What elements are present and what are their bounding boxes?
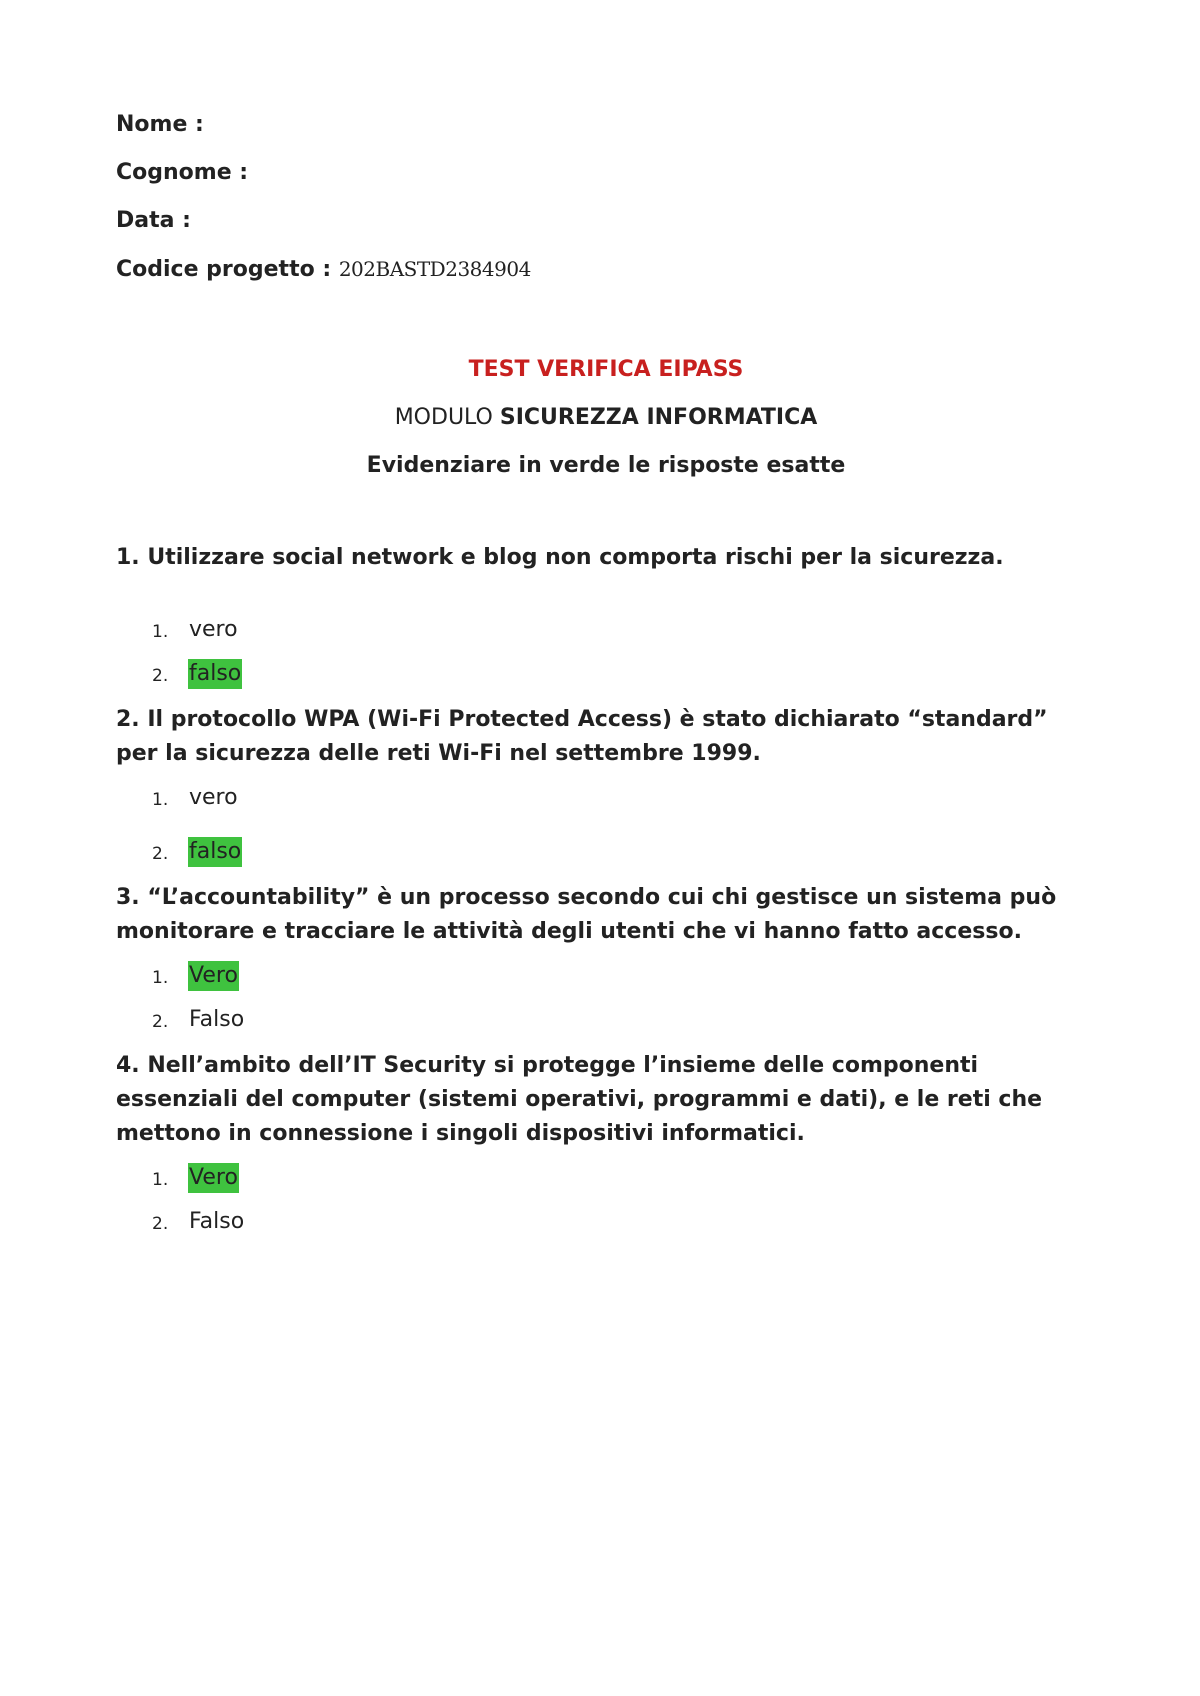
option-label-highlighted: falso xyxy=(188,837,242,867)
module-line xyxy=(116,403,1096,433)
option-label: Falso xyxy=(189,1007,245,1032)
name-label: Nome : xyxy=(116,112,204,137)
test-title: TEST VERIFICA EIPASS xyxy=(468,357,744,382)
option-item[interactable] xyxy=(116,615,1096,645)
option-label-highlighted: Vero xyxy=(188,1163,239,1193)
module-prefix: MODULO xyxy=(394,405,493,430)
document-page xyxy=(116,110,1096,1237)
option-number: 1. xyxy=(152,1170,169,1190)
option-label: vero xyxy=(189,617,238,642)
option-number: 2. xyxy=(152,844,169,864)
option-item[interactable] xyxy=(116,1005,1096,1035)
question-1: 1. Utilizzare social network e blog non comporta rischi per la sicurezza. xyxy=(116,545,1004,570)
surname-field xyxy=(116,158,1096,188)
option-item[interactable] xyxy=(116,783,1096,813)
option-item-correct[interactable] xyxy=(116,961,1096,991)
option-label: Falso xyxy=(189,1209,245,1234)
option-label: vero xyxy=(189,785,238,810)
question-3-options xyxy=(116,961,1096,1035)
option-item[interactable] xyxy=(116,1207,1096,1237)
question-4: 4. Nell’ambito dell’IT Security si protegge l’insieme delle componenti essenziali del computer (sistemi operativi, programmi e dati), e le reti che mettono in connessione i singoli dispositivi informatici. xyxy=(116,1053,1043,1146)
question-2-options xyxy=(116,783,1096,867)
project-code-value: 202BASTD2384904 xyxy=(338,257,531,281)
project-code-field xyxy=(116,254,1096,285)
name-field xyxy=(116,110,1096,140)
option-item-correct[interactable] xyxy=(116,659,1096,689)
option-number: 2. xyxy=(152,666,169,686)
question-1-options xyxy=(116,615,1096,689)
option-number: 2. xyxy=(152,1214,169,1234)
module-name: SICUREZZA INFORMATICA xyxy=(499,405,818,430)
project-code-label: Codice progetto : xyxy=(116,257,332,282)
option-label-highlighted: Vero xyxy=(188,961,239,991)
option-number: 1. xyxy=(152,968,169,988)
option-number: 1. xyxy=(152,622,169,642)
option-number: 2. xyxy=(152,1012,169,1032)
date-field xyxy=(116,206,1096,236)
option-label-highlighted: falso xyxy=(188,659,242,689)
option-number: 1. xyxy=(152,790,169,810)
instruction-text: Evidenziare in verde le risposte esatte xyxy=(366,453,846,478)
option-item-correct[interactable] xyxy=(116,837,1096,867)
option-item-correct[interactable] xyxy=(116,1163,1096,1193)
question-2: 2. Il protocollo WPA (Wi-Fi Protected Access) è stato dichiarato “standard” per la sicurezza delle reti Wi-Fi nel settembre 1999. xyxy=(116,707,1048,766)
surname-label: Cognome : xyxy=(116,160,249,185)
question-3: 3. “L’accountability” è un processo secondo cui chi gestisce un sistema può monitorare e tracciare le attività degli utenti che vi hanno fatto accesso. xyxy=(116,885,1057,944)
test-header xyxy=(116,355,1096,481)
question-4-options xyxy=(116,1163,1096,1237)
date-label: Data : xyxy=(116,208,191,233)
